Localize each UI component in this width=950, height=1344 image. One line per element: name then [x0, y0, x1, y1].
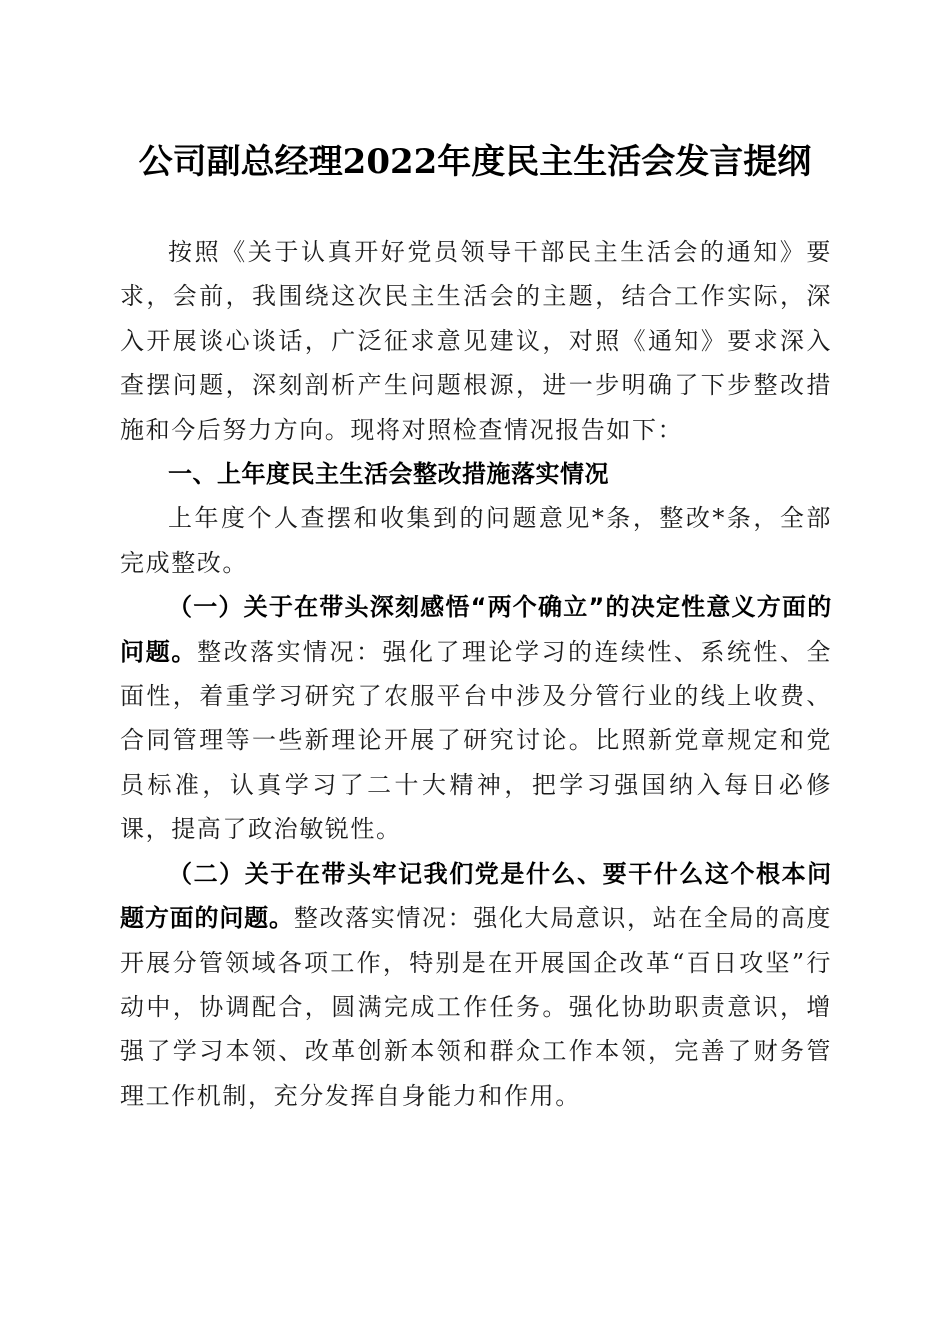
item-paragraph-1: [120, 585, 832, 851]
item-text-2: 整改落实情况：强化大局意识，站在全局的高度开展分管领域各项工作，特别是在开展国企改革“百日攻坚”行动中，协调配合，圆满完成工作任务。强化协助职责意识，增强了学习本领、改革创新本领和群众工作本领，完善了财务管理工作机制，充分发挥自身能力和作用。: [120, 904, 832, 1110]
item-paragraph-2: [120, 852, 832, 1118]
intro-paragraph: 按照《关于认真开好党员领导干部民主生活会的通知》要求，会前，我围绕这次民主生活会的主题，结合工作实际，深入开展谈心谈话，广泛征求意见建议，对照《通知》要求深入查摆问题，深刻剖析产生问题根源，进一步明确了下步整改措施和今后努力方向。现将对照检查情况报告如下：: [120, 238, 832, 444]
section-heading: 一、上年度民主生活会整改措施落实情况: [168, 460, 609, 489]
item-text-1: 整改落实情况：强化了理论学习的连续性、系统性、全面性，着重学习研究了农服平台中涉及分管行业的线上收费、合同管理等一些新理论开展了研究讨论。比照新党章规定和党员标准，认真学习了二十大精神，把学习强国纳入每日必修课，提高了政治敏锐性。: [120, 637, 832, 844]
section-paragraph: 上年度个人查摆和收集到的问题意见*条，整改*条，全部完成整改。: [120, 504, 832, 577]
item-heading-1: （一）关于在带头深刻感悟“两个确立”的决定性意义方面的问题。: [120, 593, 832, 666]
document-title: 公司副总经理2022年度民主生活会发言提纲: [138, 142, 812, 182]
item-heading-2: （二）关于在带头牢记我们党是什么、要干什么这个根本问题方面的问题。: [120, 859, 832, 933]
document-body: [120, 230, 832, 1118]
